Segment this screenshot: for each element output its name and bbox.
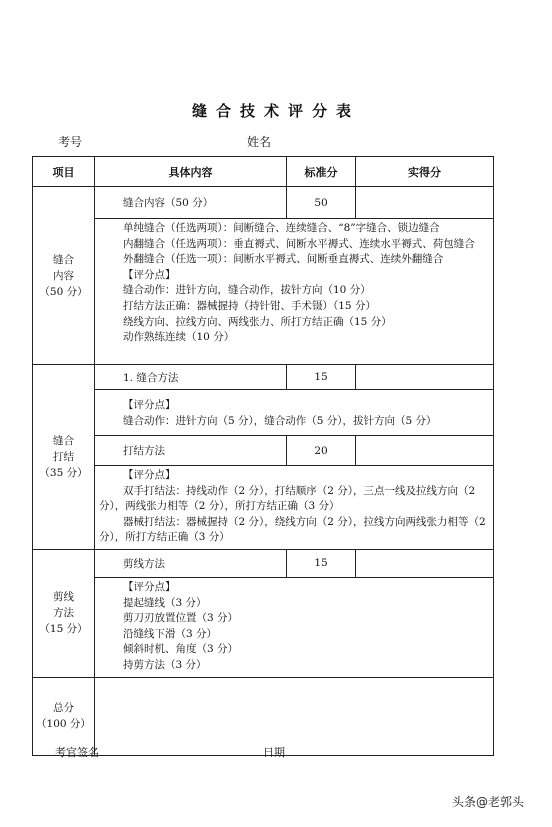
suture-method-title: 1. 缝合方法	[95, 365, 287, 390]
table-row	[33, 466, 494, 550]
page-title: 缝合技术评分表	[191, 102, 360, 120]
knot-method-actual-score[interactable]	[356, 436, 494, 466]
date-label: 日期	[263, 746, 285, 759]
total-score-cell[interactable]	[95, 677, 494, 755]
table-row	[33, 577, 494, 677]
table-row	[33, 390, 494, 436]
suture-content-actual-score[interactable]	[356, 187, 494, 219]
section-label-suture-content: 缝合 内容 （50 分）	[33, 187, 95, 365]
thread-cutting-details: 【评分点】 提起缝线（3 分） 剪刀刃放置位置（3 分） 沿缝线下滑（3 分） 倾斜时机、角度（3 分） 持剪方法（3 分）	[95, 577, 494, 677]
exam-number-label: 考号	[58, 135, 83, 149]
knot-method-title: 打结方法	[95, 436, 287, 466]
suture-content-title: 缝合内容（50 分）	[95, 187, 287, 219]
table-row	[33, 187, 494, 219]
thread-cutting-actual-score[interactable]	[356, 549, 494, 577]
suture-method-standard-score: 15	[287, 365, 356, 390]
table-row	[33, 365, 494, 390]
table-row	[33, 549, 494, 577]
watermark: 头条@老郭头	[452, 795, 525, 809]
table-row	[33, 436, 494, 466]
table-row	[33, 219, 494, 365]
name-label: 姓名	[247, 135, 272, 149]
suture-method-actual-score[interactable]	[356, 365, 494, 390]
suture-content-details: 单纯缝合（任选两项）：间断缝合、连续缝合、“8”字缝合、锁边缝合 内翻缝合（任选两项）：垂直褥式、间断水平褥式、连续水平褥式、荷包缝合 外翻缝合（任选一项）：间断水平褥式、间断垂直褥式、连续外翻缝合 【评分点】 缝合动作：进针方向，缝合动作，拔针方向（10 分） 打结方法正确：器械握持（持针钳、手术镊）（15 分） 绕线方向、拉线方向、两线张力、所打方结正确（15 分） 动作熟练连续（10 分）	[95, 219, 494, 365]
suture-method-details: 【评分点】 缝合动作：进针方向（5 分），缝合动作（5 分），拔针方向（5 分）	[95, 390, 494, 436]
section-label-total: 总分 （100 分）	[33, 677, 95, 755]
scoring-table	[32, 156, 494, 756]
header-item: 项目	[33, 157, 95, 187]
suture-content-standard-score: 50	[287, 187, 356, 219]
knot-method-standard-score: 20	[287, 436, 356, 466]
knot-method-details: 【评分点】 双手打结法：持线动作（2 分），打结顺序（2 分），三点一线及拉线方向（2 分），两线张力相等（2 分），所打方结正确（3 分） 器械打结法：器械握持（2 分），绕线方向（2 分），拉线方向两线张力相等（2 分），所打方结正确（3 分）	[95, 466, 494, 550]
thread-cutting-title: 剪线方法	[95, 549, 287, 577]
section-label-suture-knot: 缝合 打结 （35 分）	[33, 365, 95, 550]
thread-cutting-standard-score: 15	[287, 549, 356, 577]
examiner-signature-label: 考官签名	[55, 746, 99, 759]
section-label-thread-cutting: 剪线 方法 （15 分）	[33, 549, 95, 677]
header-actual-score: 实得分	[356, 157, 494, 187]
table-header-row	[33, 157, 494, 187]
header-standard-score: 标准分	[287, 157, 356, 187]
header-content: 具体内容	[95, 157, 287, 187]
